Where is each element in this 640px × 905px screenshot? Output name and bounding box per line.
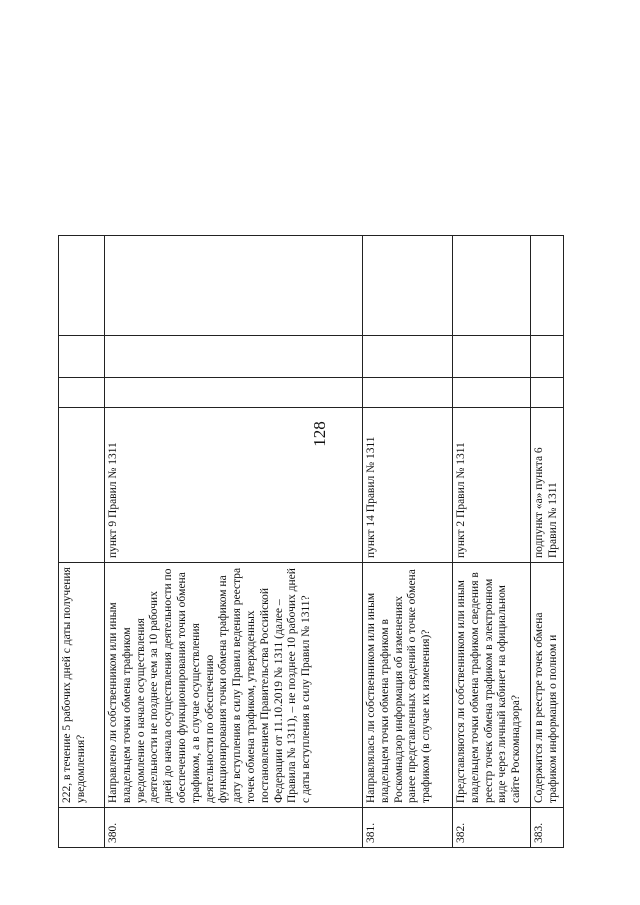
answer-yes-cell [105,378,363,408]
answer-not-applicable-cell [531,236,564,336]
row-number-cell: 382. [453,808,531,848]
answer-no-cell [105,336,363,378]
question-cell: Содержится ли в реестре точек обмена трафиком информация о полном и [531,563,564,808]
legal-basis-cell: пункт 9 Правил № 1311 [105,408,363,563]
question-cell: Направлено ли собственником или иным владельцем точки обмена трафиком уведомление о начале осуществления деятельности не позднее чем за 10 рабочих дней до начала осуществления деятельности по обеспечению функционирования точки обмена трафиком, а в случае осуществления деятельности по обеспечению функционирования точки обмена трафиком на дату вступления в силу Правил ведения реестра точек обмена трафиком, утвержденных постановлением Правительства Российской Федерации от 11.10.2019 № 1311 (далее – Правила № 1311), – не позднее 10 рабочих дней с даты вступления в силу Правил № 1311? [105,563,363,808]
legal-basis-cell [59,408,105,563]
answer-not-applicable-cell [105,236,363,336]
table-row [531,236,564,848]
question-cell: Направлялась ли собственником или иным владельцем точки обмена трафиком в Роскомнадзор информация об изменениях ранее представленных сведений о точке обмена трафиком (в случае их изменения)? [363,563,453,808]
legal-basis-cell: подпункт «а» пункта 6 Правил № 1311 [531,408,564,563]
answer-not-applicable-cell [59,236,105,336]
answer-no-cell [453,336,531,378]
table-row [59,236,105,848]
answer-yes-cell [453,378,531,408]
answer-no-cell [531,336,564,378]
table-row [453,236,531,848]
legal-basis-cell: пункт 14 Правил № 1311 [363,408,453,563]
question-cell: 222, в течение 5 рабочих дней с даты получения уведомления? [59,563,105,808]
answer-no-cell [363,336,453,378]
table-row [363,236,453,848]
question-cell: Представляются ли собственником или иным владельцем точки обмена трафиком сведения в реестр точек обмена трафиком в электронном виде через личный кабинет на официальном сайте Роскомнадзора? [453,563,531,808]
row-number-cell [59,808,105,848]
answer-yes-cell [59,378,105,408]
rotated-page-content [58,238,558,848]
row-number-cell: 381. [363,808,453,848]
answer-no-cell [59,336,105,378]
answer-yes-cell [531,378,564,408]
page-number: 128 [310,421,329,447]
legal-basis-cell: пункт 2 Правил № 1311 [453,408,531,563]
row-number-cell: 380. [105,808,363,848]
row-number-cell: 383. [531,808,564,848]
answer-not-applicable-cell [363,236,453,336]
table-row [105,236,363,848]
answer-yes-cell [363,378,453,408]
answer-not-applicable-cell [453,236,531,336]
checklist-table [58,235,564,848]
